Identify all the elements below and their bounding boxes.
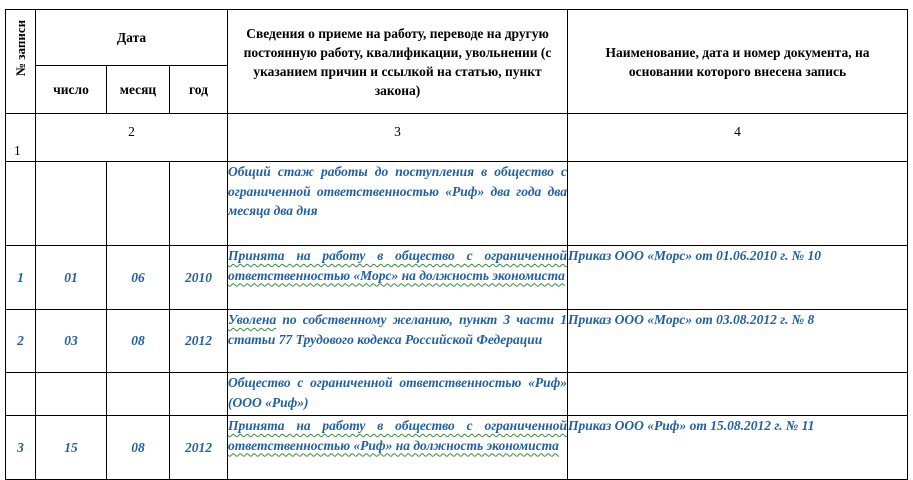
day-header: число xyxy=(36,66,107,114)
record-day: 15 xyxy=(36,416,107,480)
record-number: 1 xyxy=(6,246,36,310)
record-info-rest: по собственному желанию, пункт 3 части 1 статьи 77 Трудового кодекса Российской Федерации xyxy=(228,312,568,347)
record-info-head: Уволена xyxy=(228,312,277,327)
record-info-rest: на работу в общество с ограниченной ответственностью «Морс» на должность экономиста xyxy=(228,248,568,283)
table-row xyxy=(6,162,908,246)
table-row xyxy=(6,373,908,416)
record-month: 08 xyxy=(107,416,170,480)
month-header: месяц xyxy=(107,66,170,114)
record-info xyxy=(228,310,568,373)
column-number-3: 3 xyxy=(228,114,568,162)
record-document: Приказ ООО «Риф» от 15.08.2012 г. № 11 xyxy=(568,416,908,480)
record-month xyxy=(107,162,170,246)
work-record-table xyxy=(5,9,908,480)
column-number-1: 1 xyxy=(6,114,36,162)
record-info-head: Принята xyxy=(228,418,285,433)
record-info xyxy=(228,373,568,416)
record-number: 2 xyxy=(6,310,36,373)
record-year: 2010 xyxy=(170,246,228,310)
document-header: Наименование, дата и номер документа, на основании которого внесена запись xyxy=(568,10,908,114)
record-number xyxy=(6,373,36,416)
column-number-4: 4 xyxy=(568,114,908,162)
record-info-rest: Общий стаж работы до поступления в общество с ограниченной ответственностью «Риф» два года два месяца два дня xyxy=(228,164,568,218)
record-month: 08 xyxy=(107,310,170,373)
table-row xyxy=(6,310,908,373)
record-month: 06 xyxy=(107,246,170,310)
record-info xyxy=(228,162,568,246)
record-number: 3 xyxy=(6,416,36,480)
record-day xyxy=(36,162,107,246)
record-document: Приказ ООО «Морс» от 03.08.2012 г. № 8 xyxy=(568,310,908,373)
record-year xyxy=(170,373,228,416)
record-day xyxy=(36,373,107,416)
record-info xyxy=(228,246,568,310)
record-year xyxy=(170,162,228,246)
record-info-rest: на работу в общество с ограниченной ответственностью «Риф» на должность экономиста xyxy=(228,418,568,453)
record-day: 01 xyxy=(36,246,107,310)
record-year: 2012 xyxy=(170,310,228,373)
record-day: 03 xyxy=(36,310,107,373)
record-document xyxy=(568,162,908,246)
record-month xyxy=(107,373,170,416)
record-number-header: № записи xyxy=(6,10,36,114)
info-header: Сведения о приеме на работу, переводе на другую постоянную работу, квалификации, увольнении (с указанием причин и ссылкой на статью, пункт закона) xyxy=(228,10,568,114)
record-document: Приказ ООО «Морс» от 01.06.2010 г. № 10 xyxy=(568,246,908,310)
record-info-head: Принята xyxy=(228,248,285,263)
date-group-header: Дата xyxy=(36,10,228,66)
column-number-2: 2 xyxy=(36,114,228,162)
record-document xyxy=(568,373,908,416)
year-header: год xyxy=(170,66,228,114)
table-row xyxy=(6,416,908,480)
table-row xyxy=(6,246,908,310)
record-year: 2012 xyxy=(170,416,228,480)
record-number xyxy=(6,162,36,246)
record-info-rest: Общество с ограниченной ответственностью «Риф» (ООО «Риф») xyxy=(228,375,568,410)
record-info xyxy=(228,416,568,480)
